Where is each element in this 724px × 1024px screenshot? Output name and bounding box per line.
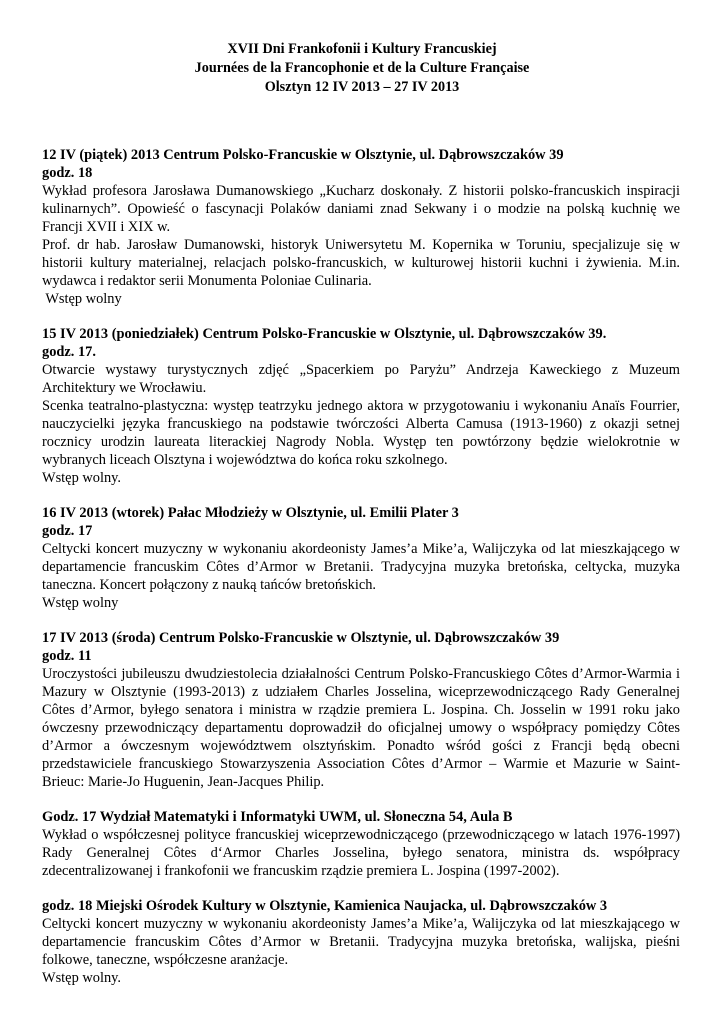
event-heading: godz. 18 Miejski Ośrodek Kultury w Olsztynie, Kamienica Naujacka, ul. Dąbrowszczaków 3	[42, 898, 608, 914]
header-subtitle: Journées de la Francophonie et de la Culture Française	[194, 60, 530, 76]
event-time: godz. 18	[42, 165, 93, 181]
event-paragraph: Wykład profesora Jarosława Dumanowskiego „Kucharz doskonały. Z historii polsko-francuskich inspiracji kulinarnych”. Opowieść o fascynacji Polaków daniami znad Sekwany i o modzie na polską kuchnię we Francji XVII i XIX w.	[42, 183, 680, 235]
header-title: XVII Dni Frankofonii i Kultury Francuskiej	[227, 41, 497, 57]
event-time: godz. 17.	[42, 344, 96, 360]
event-heading: 12 IV (piątek) 2013 Centrum Polsko-Francuskie w Olsztynie, ul. Dąbrowszczaków 39	[42, 147, 564, 163]
document-header	[0, 40, 724, 97]
event-heading: Godz. 17 Wydział Matematyki i Informatyki UWM, ul. Słoneczna 54, Aula B	[42, 809, 513, 825]
event-section	[42, 897, 680, 987]
event-paragraph: Wstęp wolny.	[42, 970, 122, 986]
header-dates: Olsztyn 12 IV 2013 – 27 IV 2013	[264, 79, 460, 95]
event-paragraph: Wykład o współczesnej polityce francuskiej wiceprzewodniczącego (przewodniczącego w latach 1976-1997) Rady Generalnej Côtes d‘Armor Charles Josselina, byłego senatora, ministra ds. współpracy zdecentralizowanej i frankofonii we francuskim rządzie premiera L. Jospina (1997-2002).	[42, 827, 680, 879]
event-section	[42, 325, 680, 487]
event-heading: 15 IV 2013 (poniedziałek) Centrum Polsko-Francuskie w Olsztynie, ul. Dąbrowszczaków 39.	[42, 326, 607, 342]
event-paragraph: Otwarcie wystawy turystycznych zdjęć „Spacerkiem po Paryżu” Andrzeja Kaweckiego z Muzeum Architektury we Wrocławiu.	[42, 362, 680, 396]
event-time: godz. 11	[42, 648, 92, 664]
event-section	[42, 808, 680, 880]
event-section	[42, 146, 680, 308]
event-paragraph: Wstęp wolny.	[42, 470, 122, 486]
event-paragraph: Wstęp wolny	[42, 595, 119, 611]
event-section	[42, 504, 680, 612]
event-paragraph: Uroczystości jubileuszu dwudziestolecia działalności Centrum Polsko-Francuskiego Côtes d’Armor-Warmia i Mazury w Olsztynie (1993-2013) z udziałem Charles Josselina, wiceprzewodniczącego Rady Generalnej Côtes d’Armor, byłego senatora i ministra w rządzie premiera L. Jospina. Ch. Josselin w 1991 roku jako ówczesny przewodniczący departamentu doprowadził do oficjalnej umowy o współpracy pomiędzy Côtes d’Armor a ówczesnym województwem olsztyńskim. Ponadto wśród gości z Francji będą obecni przedstawiciele francuskiego Stowarzyszenia Association Côtes d’Armor – Warmie et Mazurie w Saint-Brieuc: Marie-Jo Huguenin, Jean-Jacques Philip.	[42, 666, 680, 790]
event-paragraph: Prof. dr hab. Jarosław Dumanowski, historyk Uniwersytetu M. Kopernika w Toruniu, specjalizuje się w historii kultury materialnej, relacjach polsko-francuskich, w kulturowej historii kuchni i żywienia. M.in. wydawca i redaktor serii Monumenta Poloniae Culinaria.	[42, 237, 680, 289]
event-heading: 17 IV 2013 (środa) Centrum Polsko-Francuskie w Olsztynie, ul. Dąbrowszczaków 39	[42, 630, 560, 646]
event-time: godz. 17	[42, 523, 93, 539]
document-body	[42, 146, 680, 1004]
event-paragraph: Scenka teatralno-plastyczna: występ teatrzyku jednego aktora w przygotowaniu i wykonaniu Anaïs Fourrier, nauczycielki języka francuskiego na podstawie twórczości Alberta Camusa (1913-1960) z okazji setnej rocznicy urodzin laureata literackiej Nagrody Nobla. Występ ten powtórzony będzie wielokrotnie w wybranych liceach Olsztyna i województwa do końca roku szkolnego.	[42, 398, 680, 468]
event-section	[42, 629, 680, 791]
event-heading: 16 IV 2013 (wtorek) Pałac Młodzieży w Olsztynie, ul. Emilii Plater 3	[42, 505, 459, 521]
event-paragraph: Celtycki koncert muzyczny w wykonaniu akordeonisty James’a Mike’a, Walijczyka od lat mieszkającego w departamencie francuskim Côtes d’Armor w Bretanii. Tradycyjna muzyka bretońska, walijska, pieśni folkowe, taneczne, współczesne aranżacje.	[42, 916, 680, 968]
event-paragraph: Wstęp wolny	[42, 291, 122, 307]
event-paragraph: Celtycki koncert muzyczny w wykonaniu akordeonisty James’a Mike’a, Walijczyka od lat mieszkającego w departamencie francuskim Côtes d’Armor w Bretanii. Tradycyjna muzyka bretońska, celtycka, muzyka taneczna. Koncert połączony z nauką tańców bretońskich.	[42, 541, 680, 593]
